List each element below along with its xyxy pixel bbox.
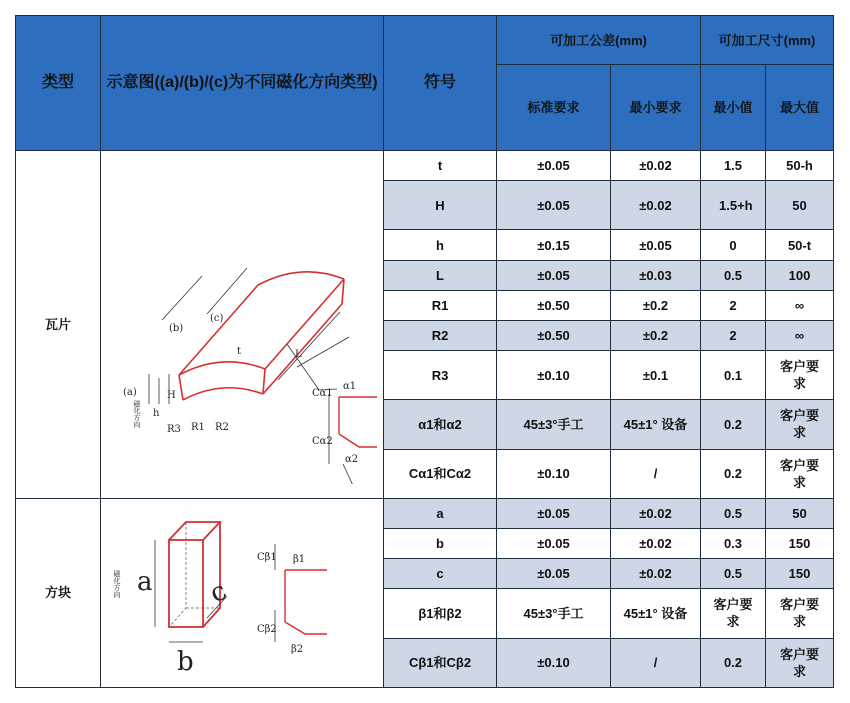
cell-min-val: 0.1 — [701, 351, 766, 400]
tile-label-a: (a) — [123, 387, 137, 399]
block-diagram — [101, 498, 384, 687]
tile-label-t: t — [237, 346, 242, 358]
block-label-beta1: β1 — [293, 554, 306, 566]
table-row — [16, 498, 834, 528]
cell-min-req: ±0.2 — [611, 290, 701, 320]
cell-symbol: a — [384, 498, 497, 528]
header-min-val: 最小值 — [701, 65, 766, 151]
tile-label-R2: R2 — [215, 422, 229, 434]
tile-label-ca2: Cα2 — [312, 436, 333, 448]
block-label-c: c — [205, 576, 232, 610]
cell-max-val: 50-h — [766, 151, 834, 181]
cell-std: ±0.05 — [497, 529, 611, 559]
cell-min-val: 0.5 — [701, 559, 766, 589]
cell-std: 45±3°手工 — [497, 400, 611, 449]
block-label-b: b — [177, 647, 194, 678]
header-min-req: 最小要求 — [611, 65, 701, 151]
cell-min-val: 0.3 — [701, 529, 766, 559]
cell-min-req: ±0.03 — [611, 260, 701, 290]
tile-label-H: H — [167, 390, 176, 402]
tile-label-alpha1: α1 — [343, 381, 357, 393]
cell-symbol: b — [384, 529, 497, 559]
cell-std: ±0.10 — [497, 351, 611, 400]
cell-std: 45±3°手工 — [497, 589, 611, 638]
table-row — [16, 151, 834, 181]
cell-max-val: 50-t — [766, 230, 834, 260]
cell-min-req: 45±1° 设备 — [611, 400, 701, 449]
cell-min-val: 客户要求 — [701, 589, 766, 638]
tile-label-h: h — [153, 408, 160, 420]
cell-min-req: ±0.02 — [611, 181, 701, 230]
cell-min-val: 0.5 — [701, 498, 766, 528]
cell-min-val: 0 — [701, 230, 766, 260]
tile-diagram — [101, 151, 384, 499]
cell-std: ±0.05 — [497, 559, 611, 589]
tile-label-b: (b) — [169, 323, 184, 335]
cell-max-val: ∞ — [766, 320, 834, 350]
cell-max-val: 50 — [766, 498, 834, 528]
header-symbol: 符号 — [384, 16, 497, 151]
cell-symbol: R1 — [384, 290, 497, 320]
cell-max-val: 客户要求 — [766, 351, 834, 400]
cell-std: ±0.10 — [497, 449, 611, 498]
spec-table — [15, 15, 834, 688]
block-label-magnetization: 磁化方向 — [113, 570, 121, 599]
tile-label-c: (c) — [210, 313, 224, 325]
cell-symbol: α1和α2 — [384, 400, 497, 449]
cell-max-val: 150 — [766, 529, 834, 559]
cell-std: ±0.10 — [497, 638, 611, 687]
header-tolerance: 可加工公差(mm) — [497, 16, 701, 65]
cell-min-val: 2 — [701, 320, 766, 350]
cell-symbol: R2 — [384, 320, 497, 350]
cell-symbol: t — [384, 151, 497, 181]
cell-min-val: 0.5 — [701, 260, 766, 290]
cell-min-req: ±0.02 — [611, 529, 701, 559]
cell-min-val: 0.2 — [701, 400, 766, 449]
block-label-cb2: Cβ2 — [257, 624, 277, 636]
tile-magnet-diagram — [107, 164, 377, 484]
cell-std: ±0.05 — [497, 498, 611, 528]
cell-std: ±0.15 — [497, 230, 611, 260]
cell-min-req: 45±1° 设备 — [611, 589, 701, 638]
cell-min-val: 0.2 — [701, 449, 766, 498]
header-std: 标准要求 — [497, 65, 611, 151]
cell-min-req: ±0.1 — [611, 351, 701, 400]
tile-label-R1: R1 — [191, 422, 205, 434]
cell-max-val: 客户要求 — [766, 449, 834, 498]
block-magnet-diagram — [107, 500, 377, 685]
cell-min-req: ±0.02 — [611, 151, 701, 181]
cell-min-val: 1.5+h — [701, 181, 766, 230]
header-max-val: 最大值 — [766, 65, 834, 151]
tile-label-alpha2: α2 — [345, 454, 359, 466]
cell-max-val: 客户要求 — [766, 589, 834, 638]
cell-std: ±0.05 — [497, 260, 611, 290]
cell-max-val: ∞ — [766, 290, 834, 320]
cell-min-req: / — [611, 638, 701, 687]
cell-min-val: 0.2 — [701, 638, 766, 687]
cell-symbol: Cβ1和Cβ2 — [384, 638, 497, 687]
cell-std: ±0.50 — [497, 290, 611, 320]
block-label-cb1: Cβ1 — [257, 552, 277, 564]
cell-min-val: 2 — [701, 290, 766, 320]
cell-min-req: ±0.2 — [611, 320, 701, 350]
cell-min-req: / — [611, 449, 701, 498]
cell-std: ±0.05 — [497, 151, 611, 181]
header-size: 可加工尺寸(mm) — [701, 16, 834, 65]
type-cell-tile: 瓦片 — [16, 151, 101, 499]
header-diagram: 示意图((a)/(b)/(c)为不同磁化方向类型) — [101, 16, 384, 151]
cell-std: ±0.50 — [497, 320, 611, 350]
tile-label-ca1: Cα1 — [312, 388, 333, 400]
cell-max-val: 100 — [766, 260, 834, 290]
tile-label-R3: R3 — [167, 424, 181, 436]
cell-min-req: ±0.02 — [611, 498, 701, 528]
tile-label-magnetization: 磁化方向 — [133, 400, 141, 429]
block-label-a: a — [137, 567, 153, 598]
cell-symbol: h — [384, 230, 497, 260]
cell-max-val: 150 — [766, 559, 834, 589]
cell-min-req: ±0.02 — [611, 559, 701, 589]
cell-symbol: β1和β2 — [384, 589, 497, 638]
header-type: 类型 — [16, 16, 101, 151]
cell-symbol: L — [384, 260, 497, 290]
cell-symbol: Cα1和Cα2 — [384, 449, 497, 498]
tile-label-L: L — [295, 349, 302, 361]
cell-symbol: c — [384, 559, 497, 589]
cell-std: ±0.05 — [497, 181, 611, 230]
type-cell-block: 方块 — [16, 498, 101, 687]
block-label-beta2: β2 — [291, 644, 304, 656]
cell-max-val: 客户要求 — [766, 400, 834, 449]
cell-symbol: H — [384, 181, 497, 230]
cell-symbol: R3 — [384, 351, 497, 400]
cell-max-val: 客户要求 — [766, 638, 834, 687]
cell-min-val: 1.5 — [701, 151, 766, 181]
cell-max-val: 50 — [766, 181, 834, 230]
cell-min-req: ±0.05 — [611, 230, 701, 260]
